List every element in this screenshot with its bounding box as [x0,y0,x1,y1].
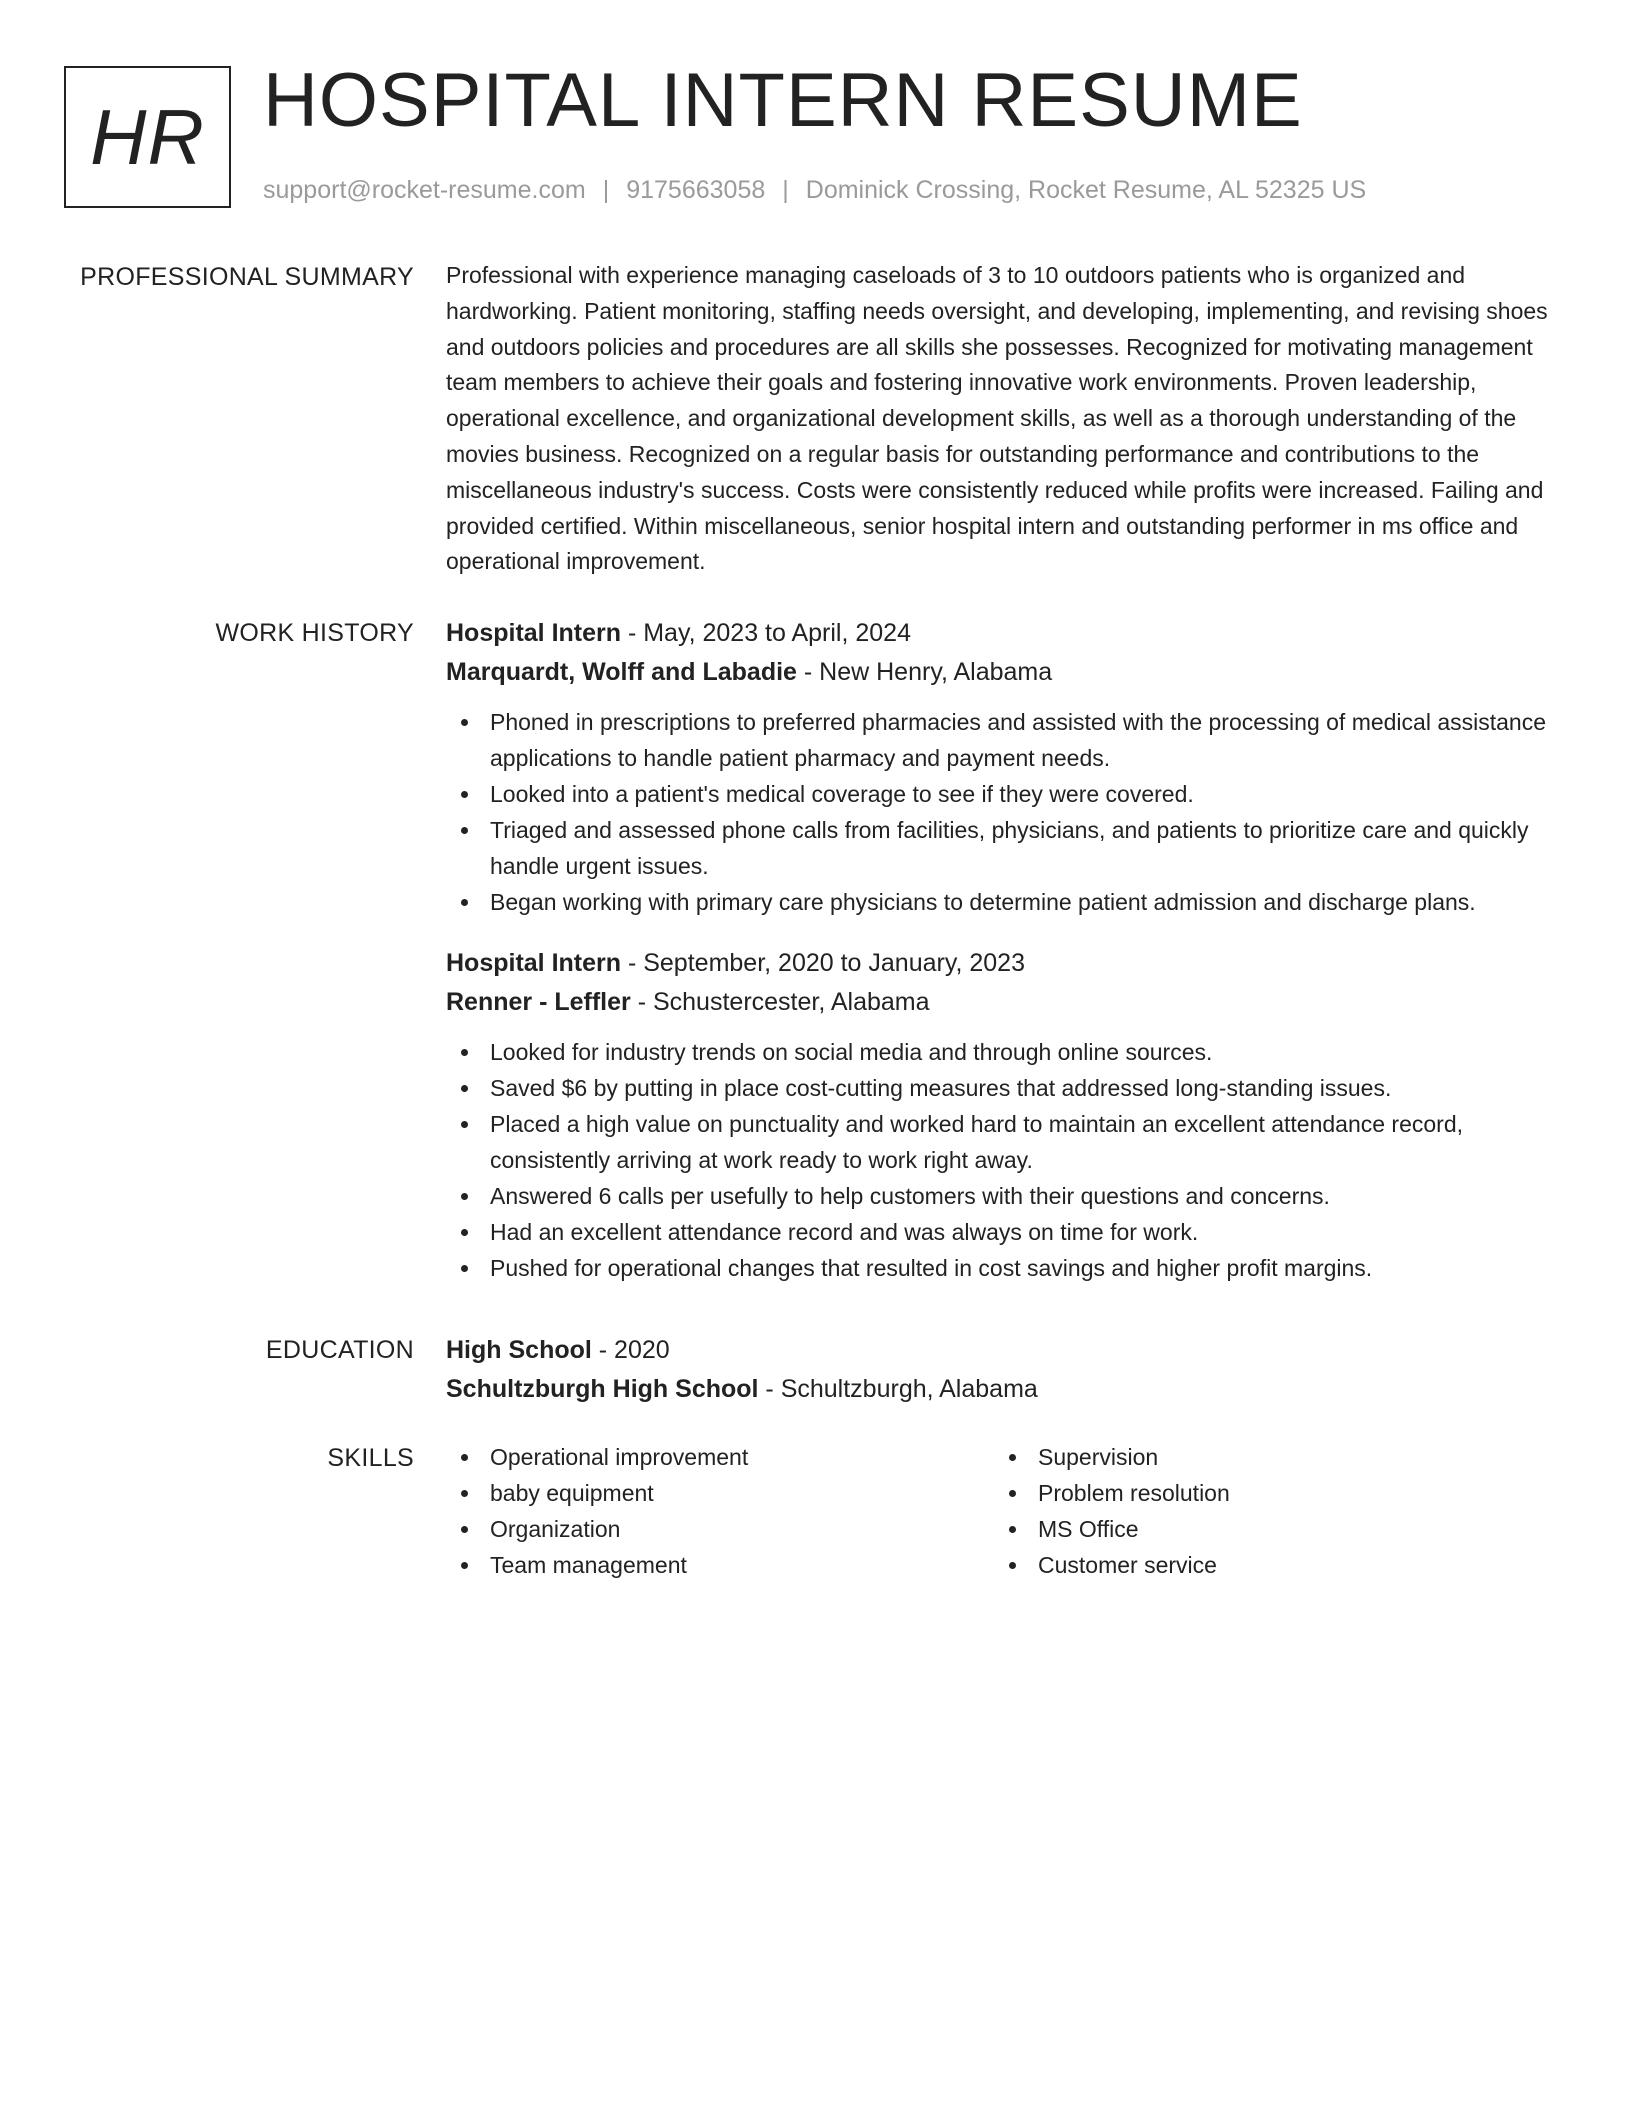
job-duties-list [446,1034,1566,1286]
contact-address: Dominick Crossing, Rocket Resume, AL 52325 US [805,176,1367,204]
contact-separator: | [782,176,789,204]
summary-body [446,258,1566,580]
skill-item: Organization [446,1511,994,1547]
education-degree: High School [446,1336,592,1364]
job-title-line [446,614,1566,653]
job-dates: - September, 2020 to January, 2023 [621,949,1025,977]
skills-list-left [446,1439,994,1583]
job-duty: Pushed for operational changes that resulted in cost savings and higher profit margins. [446,1250,1566,1286]
job-duty: Saved $6 by putting in place cost-cutting measures that addressed long-standing issues. [446,1070,1566,1106]
education-school-line [446,1370,1566,1409]
skill-item: baby equipment [446,1475,994,1511]
job-title-line [446,944,1566,983]
job-duty: Had an excellent attendance record and was always on time for work. [446,1214,1566,1250]
job-duty: Phoned in prescriptions to preferred pharmacies and assisted with the processing of medical assistance applications to handle patient pharmacy and payment needs. [446,704,1566,776]
contact-phone[interactable]: 9175663058 [626,176,766,204]
job-duty: Looked for industry trends on social media and through online sources. [446,1034,1566,1070]
skills-list-right [994,1439,1542,1583]
contact-line [263,173,1366,207]
work-history-heading: WORK HISTORY [215,619,414,647]
job-title: Hospital Intern [446,619,622,647]
contact-separator: | [602,176,610,204]
monogram-initials: HR [90,92,205,181]
job-entry [446,944,1566,1286]
resume-title: HOSPITAL INTERN RESUME [263,58,1303,143]
summary-text: Professional with experience managing caseloads of 3 to 10 outdoors patients who is organized and hardworking. Patient monitoring, staffing needs oversight, and developing, implementing, and revising shoes and outdoors policies and procedures are all skills she possesses. Recognized for motivating management team members to achieve their goals and fostering innovative work environments. Proven leadership, operational excellence, and organizational development skills, as well as a thorough understanding of the movies business. Recognized on a regular basis for outstanding performance and contributions to the miscellaneous industry's success. Costs were consistently reduced while profits were increased. Failing and provided certified. Within miscellaneous, senior hospital intern and outstanding performer in ms office and operational improvement. [446,262,1548,575]
job-duties-list [446,704,1566,920]
job-location: - New Henry, Alabama [796,658,1053,686]
skill-item: Supervision [994,1439,1542,1475]
education-school: Schultzburgh High School [446,1375,759,1403]
job-duty: Triaged and assessed phone calls from facilities, physicians, and patients to prioritize care and quickly handle urgent issues. [446,812,1566,884]
job-title: Hospital Intern [446,949,622,977]
job-duty: Looked into a patient's medical coverage to see if they were covered. [446,776,1566,812]
education-location: - Schultzburgh, Alabama [758,1375,1038,1403]
job-entry [446,614,1566,920]
work-history-body [446,614,1566,1286]
skills-heading: SKILLS [327,1444,414,1472]
skills-body [446,1439,1566,1583]
skill-item: MS Office [994,1511,1542,1547]
job-company: Renner - Leffler [446,988,631,1016]
skills-columns [446,1439,1566,1583]
skill-item: Customer service [994,1547,1542,1583]
education-year: - 2020 [591,1336,670,1364]
job-dates: - May, 2023 to April, 2024 [621,619,911,647]
education-heading: EDUCATION [265,1336,414,1364]
job-location: - Schustercester, Alabama [630,988,930,1016]
skill-item: Team management [446,1547,994,1583]
education-body [446,1331,1566,1409]
job-company-line [446,983,1566,1022]
monogram-box [64,66,231,208]
job-duty: Answered 6 calls per usefully to help customers with their questions and concerns. [446,1178,1566,1214]
skill-item: Problem resolution [994,1475,1542,1511]
contact-email[interactable]: support@rocket-resume.com [263,176,586,204]
education-degree-line [446,1331,1566,1370]
summary-heading: PROFESSIONAL SUMMARY [80,263,414,291]
job-company-line [446,653,1566,692]
skill-item: Operational improvement [446,1439,994,1475]
job-duty: Began working with primary care physicians to determine patient admission and discharge plans. [446,884,1566,920]
job-duty: Placed a high value on punctuality and worked hard to maintain an excellent attendance record, consistently arriving at work ready to work right away. [446,1106,1566,1178]
job-company: Marquardt, Wolff and Labadie [446,658,797,686]
